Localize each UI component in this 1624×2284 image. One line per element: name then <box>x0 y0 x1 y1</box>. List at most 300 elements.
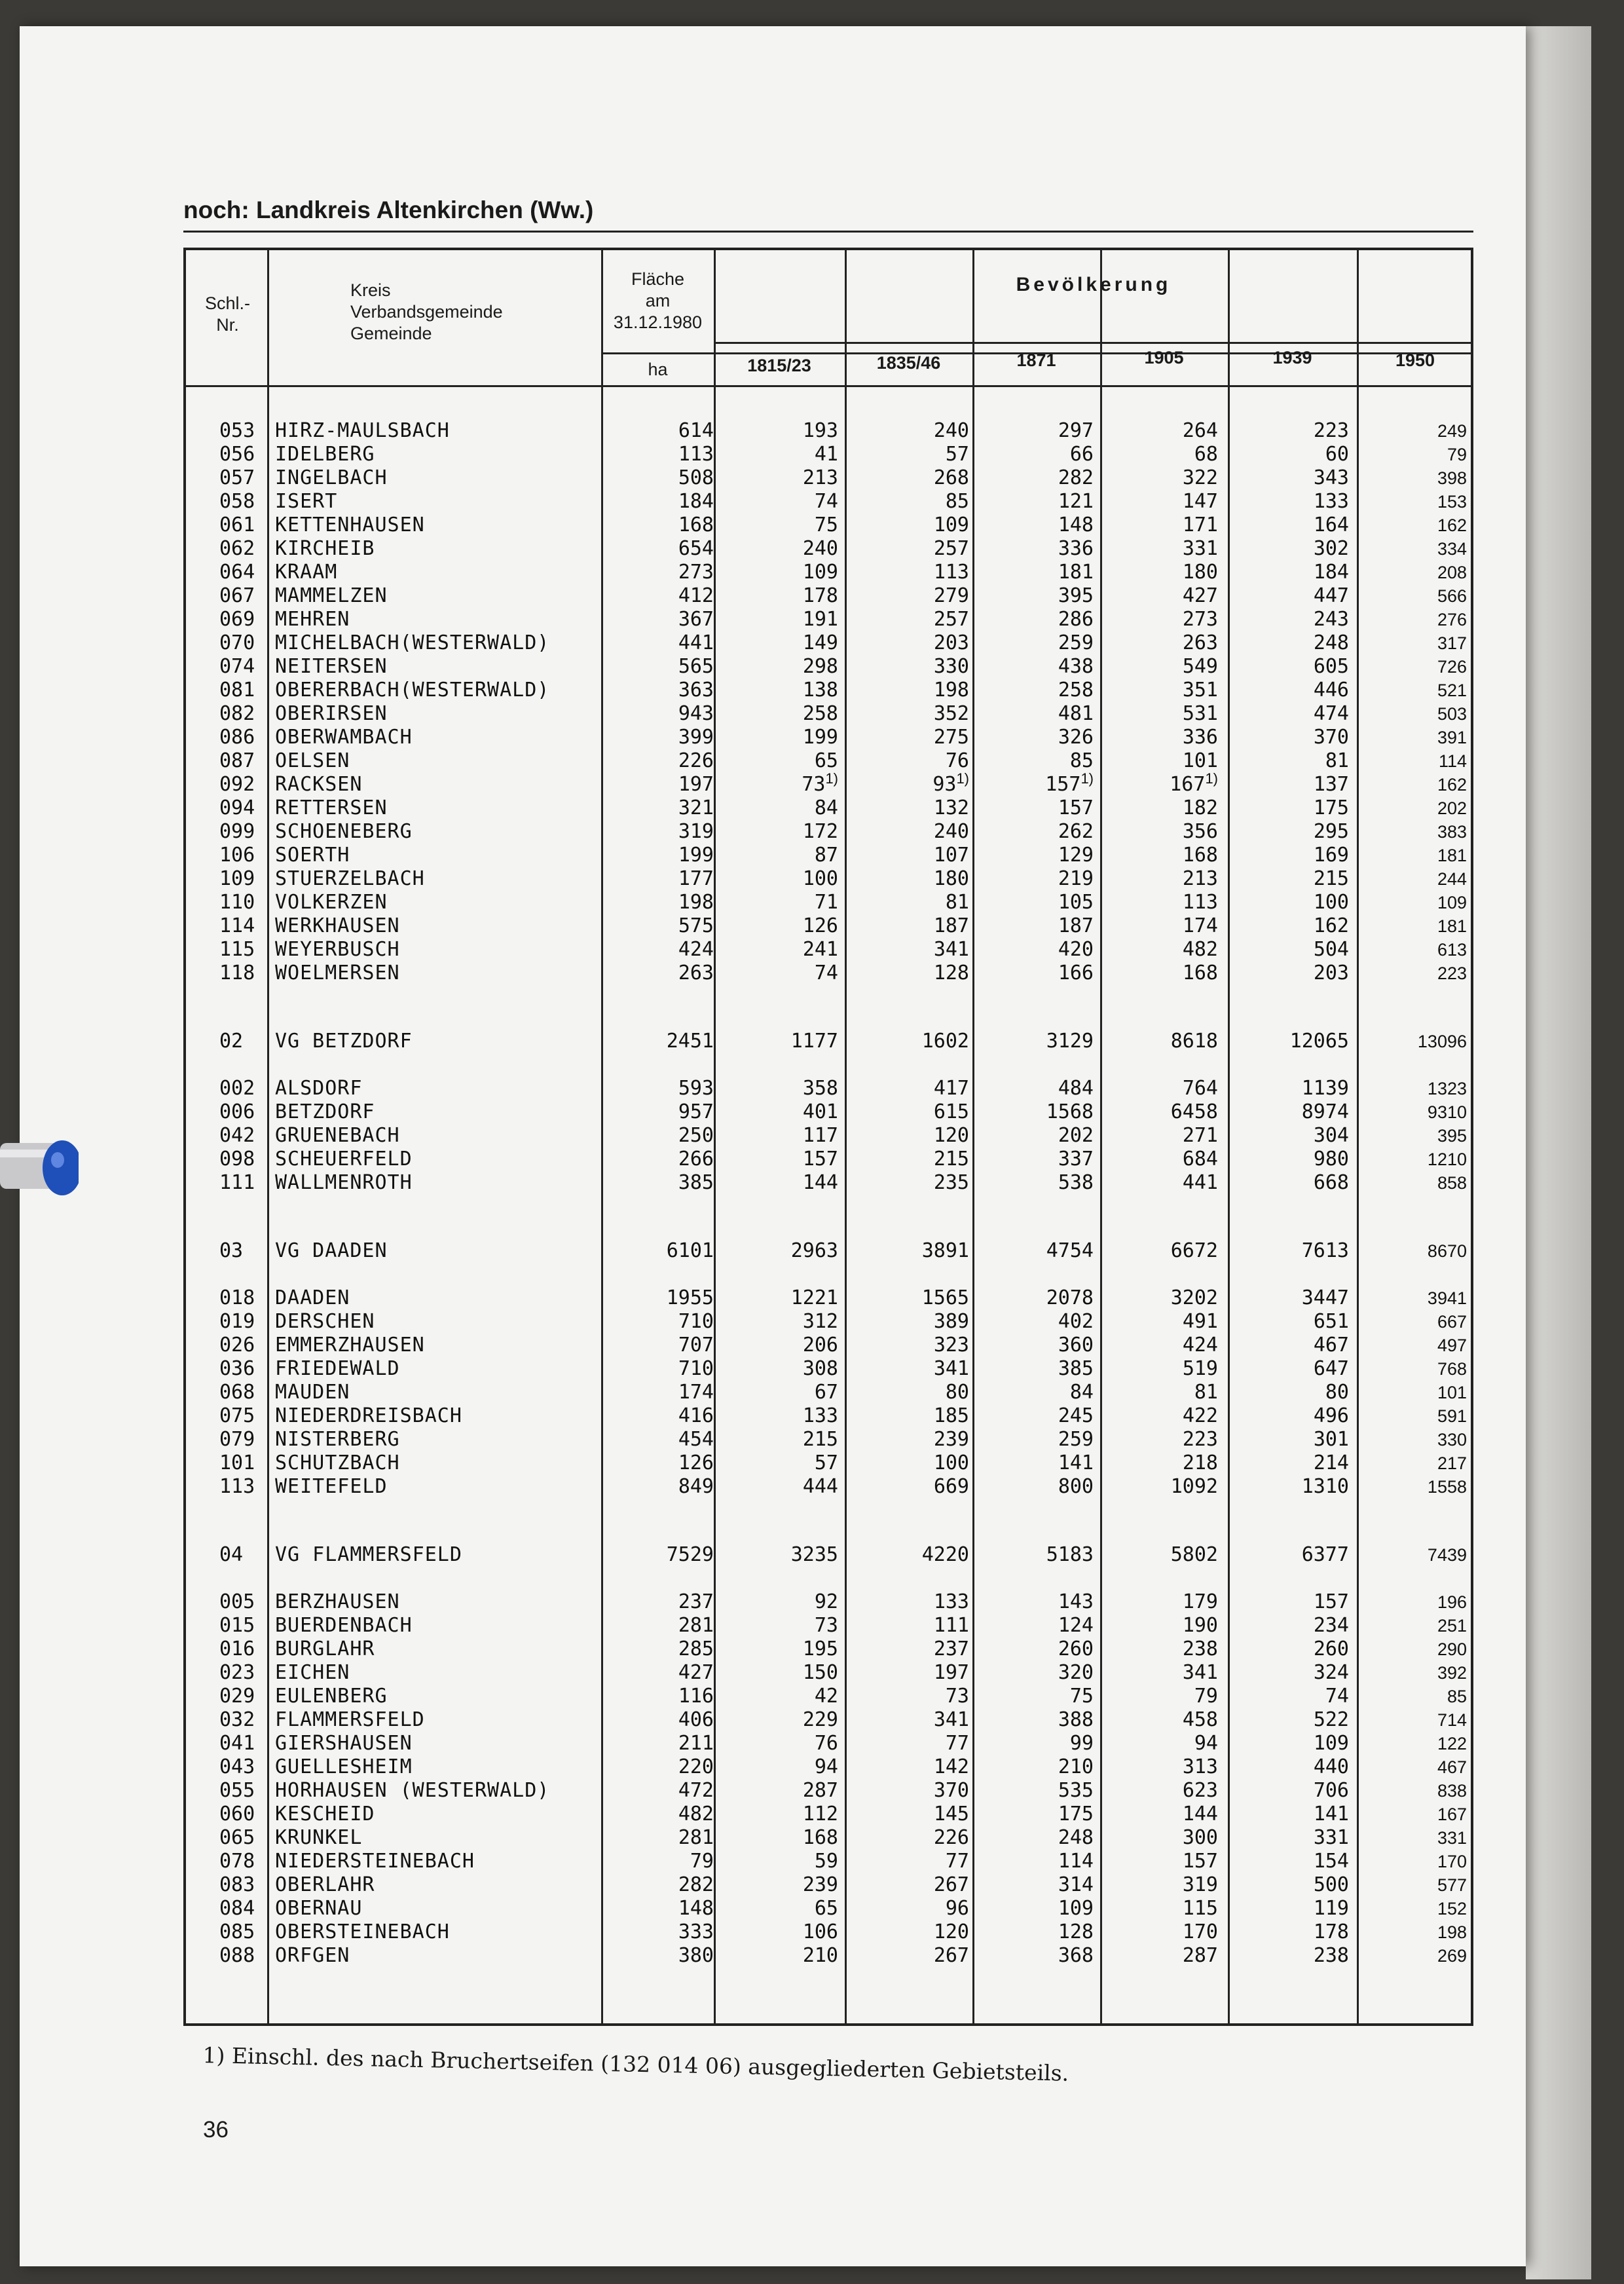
cell-population: 484 <box>1058 1077 1094 1100</box>
cell-population: 79 <box>1194 1685 1218 1708</box>
cell-schl-nr: 067 <box>219 584 255 607</box>
header-year: 1905 <box>1144 348 1184 367</box>
cell-flaeche: 282 <box>678 1873 714 1896</box>
cell-population: 152 <box>1437 1899 1467 1919</box>
cell-name: KIRCHEIB <box>275 537 375 560</box>
cell-population: 337 <box>1058 1148 1094 1170</box>
cell-name: BERZHAUSEN <box>275 1590 400 1613</box>
cell-population: 84 <box>1069 1381 1094 1404</box>
cell-name: NISTERBERG <box>275 1428 400 1451</box>
cell-population: 9310 <box>1427 1102 1467 1122</box>
cell-population: 3129 <box>1046 1030 1094 1053</box>
cell-population: 210 <box>1058 1755 1094 1778</box>
cell-population: 76 <box>945 749 969 772</box>
cell-population: 522 <box>1313 1708 1349 1731</box>
cell-population: 181 <box>1437 916 1467 936</box>
cell-population: 341 <box>1182 1661 1218 1684</box>
cell-population: 5183 <box>1046 1543 1094 1566</box>
table-row <box>183 608 1473 631</box>
cell-name: WEITEFELD <box>275 1475 388 1498</box>
cell-population: 215 <box>933 1148 969 1170</box>
cell-population: 535 <box>1058 1779 1094 1802</box>
cell-population: 100 <box>802 867 838 890</box>
cell-name: OBERNAU <box>275 1897 363 1920</box>
cell-population: 154 <box>1313 1850 1349 1873</box>
cell-population: 85 <box>1069 749 1094 772</box>
cell-schl-nr: 098 <box>219 1148 255 1170</box>
cell-population: 167 <box>1437 1805 1467 1824</box>
table-row <box>183 1779 1473 1803</box>
table-row <box>183 1732 1473 1755</box>
cell-population: 549 <box>1182 655 1218 678</box>
cell-name: WOELMERSEN <box>275 962 400 984</box>
cell-population: 651 <box>1313 1310 1349 1333</box>
cell-population: 199 <box>802 726 838 749</box>
cell-population: 331 <box>1313 1826 1349 1849</box>
table-row <box>183 914 1473 938</box>
cell-population: 322 <box>1182 466 1218 489</box>
cell-population: 7439 <box>1427 1545 1467 1565</box>
cell-population: 295 <box>1313 820 1349 843</box>
cell-population: 237 <box>933 1638 969 1660</box>
cell-population: 190 <box>1182 1614 1218 1637</box>
cell-population: 223 <box>1437 964 1467 983</box>
cell-population: 94 <box>814 1755 838 1778</box>
cell-schl-nr: 084 <box>219 1897 255 1920</box>
cell-population: 65 <box>814 1897 838 1920</box>
cell-population: 74 <box>814 962 838 984</box>
cell-population: 726 <box>1437 657 1467 677</box>
cell-population: 341 <box>933 1708 969 1731</box>
table-row <box>183 844 1473 867</box>
cell-name: MAUDEN <box>275 1381 350 1404</box>
cell-population: 240 <box>933 820 969 843</box>
cell-population: 248 <box>1313 631 1349 654</box>
cell-schl-nr: 078 <box>219 1850 255 1873</box>
cell-population: 440 <box>1313 1755 1349 1778</box>
footnote: 1) Einschl. des nach Bruchertseifen (132 014 06) ausgegliederten Gebietsteils. <box>202 2042 1069 2086</box>
cell-flaeche: 113 <box>678 443 714 466</box>
cell-schl-nr: 115 <box>219 938 255 961</box>
cell-schl-nr: 023 <box>219 1661 255 1684</box>
cell-population: 84 <box>814 796 838 819</box>
header-kreis: Kreis Verbandsgemeinde Gemeinde <box>350 280 503 343</box>
header-year: 1950 <box>1395 350 1435 370</box>
cell-population: 101 <box>1182 749 1218 772</box>
cell-population: 370 <box>1313 726 1349 749</box>
table-row <box>183 419 1473 443</box>
cell-population: 166 <box>1058 962 1094 984</box>
cell-population: 112 <box>802 1803 838 1825</box>
cell-population: 800 <box>1058 1475 1094 1498</box>
cell-population: 352 <box>933 702 969 725</box>
cell-population: 441 <box>1182 1171 1218 1194</box>
table-section-row <box>183 1239 1473 1263</box>
cell-population: 768 <box>1437 1359 1467 1379</box>
cell-population: 1139 <box>1301 1077 1349 1100</box>
header-schl-nr: Schl.- Nr. <box>204 293 251 335</box>
cell-schl-nr: 006 <box>219 1100 255 1123</box>
cell-population: 218 <box>1182 1451 1218 1474</box>
cell-name: OBERERBACH(WESTERWALD) <box>275 679 550 702</box>
cell-population: 75 <box>814 514 838 536</box>
cell-population: 313 <box>1182 1755 1218 1778</box>
cell-population: 215 <box>1313 867 1349 890</box>
cell-population: 162 <box>1437 515 1467 535</box>
table-row <box>183 1286 1473 1310</box>
cell-population: 401 <box>802 1100 838 1123</box>
cell-name: SCHOENEBERG <box>275 820 413 843</box>
cell-schl-nr: 114 <box>219 914 255 937</box>
cell-population: 41 <box>814 443 838 466</box>
cell-schl-nr: 019 <box>219 1310 255 1333</box>
cell-name: ALSDORF <box>275 1077 363 1100</box>
cell-schl-nr: 04 <box>219 1543 244 1566</box>
cell-schl-nr: 086 <box>219 726 255 749</box>
cell-population: 157 <box>1058 796 1094 819</box>
cell-flaeche: 7529 <box>666 1543 714 1566</box>
cell-population: 613 <box>1437 940 1467 960</box>
cell-population: 251 <box>1437 1616 1467 1636</box>
cell-schl-nr: 118 <box>219 962 255 984</box>
cell-population: 577 <box>1437 1875 1467 1895</box>
cell-flaeche: 319 <box>678 820 714 843</box>
cell-population: 257 <box>933 608 969 631</box>
cell-population: 65 <box>814 749 838 772</box>
table-row <box>183 514 1473 537</box>
cell-schl-nr: 064 <box>219 561 255 584</box>
cell-population: 343 <box>1313 466 1349 489</box>
cell-population: 500 <box>1313 1873 1349 1896</box>
cell-name: VG FLAMMERSFELD <box>275 1543 462 1566</box>
cell-flaeche: 654 <box>678 537 714 560</box>
cell-population: 168 <box>802 1826 838 1849</box>
cell-schl-nr: 018 <box>219 1286 255 1309</box>
cell-name: RACKSEN <box>275 773 363 796</box>
cell-population: 360 <box>1058 1334 1094 1357</box>
cell-schl-nr: 041 <box>219 1732 255 1755</box>
cell-population: 395 <box>1058 584 1094 607</box>
table-row <box>183 796 1473 820</box>
table-row <box>183 1685 1473 1708</box>
cell-flaeche: 707 <box>678 1334 714 1357</box>
cell-population: 605 <box>1313 655 1349 678</box>
cell-flaeche: 321 <box>678 796 714 819</box>
cell-population: 109 <box>933 514 969 536</box>
cell-schl-nr: 016 <box>219 1638 255 1660</box>
cell-population: 180 <box>933 867 969 890</box>
cell-population: 74 <box>1325 1685 1349 1708</box>
table-row <box>183 1381 1473 1404</box>
header-year: 1939 <box>1272 348 1312 367</box>
table-row <box>183 1661 1473 1685</box>
cell-population: 141 <box>1313 1803 1349 1825</box>
cell-schl-nr: 083 <box>219 1873 255 1896</box>
cell-schl-nr: 075 <box>219 1404 255 1427</box>
cell-population: 566 <box>1437 586 1467 606</box>
cell-population: 106 <box>802 1920 838 1943</box>
cell-population: 148 <box>1058 514 1094 536</box>
cell-population: 497 <box>1437 1336 1467 1355</box>
cell-population: 153 <box>1437 492 1467 512</box>
cell-population: 133 <box>1313 490 1349 513</box>
year-header-rule <box>714 342 1473 344</box>
cell-population: 71 <box>814 891 838 914</box>
table-row <box>183 938 1473 962</box>
header-year: 1815/23 <box>747 356 811 375</box>
cell-population: 420 <box>1058 938 1094 961</box>
cell-population: 213 <box>1182 867 1218 890</box>
cell-population: 93$^{1)}$ <box>932 770 969 796</box>
cell-population: 298 <box>802 655 838 678</box>
cell-population: 330 <box>933 655 969 678</box>
header-flaeche: Fläche am 31.12.1980 <box>613 269 703 332</box>
cell-population: 170 <box>1182 1920 1218 1943</box>
cell-population: 168 <box>1182 962 1218 984</box>
cell-schl-nr: 101 <box>219 1451 255 1474</box>
cell-population: 268 <box>933 466 969 489</box>
cell-schl-nr: 106 <box>219 844 255 867</box>
cell-population: 2078 <box>1046 1286 1094 1309</box>
cell-population: 85 <box>1447 1687 1467 1706</box>
table-row <box>183 1124 1473 1148</box>
cell-population: 314 <box>1058 1873 1094 1896</box>
cell-flaeche: 943 <box>678 702 714 725</box>
cell-population: 76 <box>814 1732 838 1755</box>
cell-population: 81 <box>1194 1381 1218 1404</box>
cell-population: 330 <box>1437 1430 1467 1450</box>
cell-population: 324 <box>1313 1661 1349 1684</box>
cell-population: 73 <box>814 1614 838 1637</box>
cell-flaeche: 454 <box>678 1428 714 1451</box>
cell-name: DAADEN <box>275 1286 350 1309</box>
cell-name: NIEDERDREISBACH <box>275 1404 462 1427</box>
cell-flaeche: 174 <box>678 1381 714 1404</box>
cell-schl-nr: 015 <box>219 1614 255 1637</box>
cell-population: 191 <box>802 608 838 631</box>
cell-name: WEYERBUSCH <box>275 938 400 961</box>
cell-population: 273 <box>1182 608 1218 631</box>
cell-population: 60 <box>1325 443 1349 466</box>
cell-population: 114 <box>1438 751 1467 771</box>
cell-flaeche: 593 <box>678 1077 714 1100</box>
cell-population: 491 <box>1182 1310 1218 1333</box>
cell-population: 392 <box>1437 1663 1467 1683</box>
table-row <box>183 679 1473 702</box>
cell-population: 92 <box>814 1590 838 1613</box>
header-year: 1835/46 <box>876 353 941 373</box>
cell-flaeche: 710 <box>678 1310 714 1333</box>
cell-name: FLAMMERSFELD <box>275 1708 425 1731</box>
cell-population: 7613 <box>1301 1239 1349 1262</box>
cell-population: 81 <box>945 891 969 914</box>
footnote-marker: 1) <box>1205 770 1218 787</box>
table-section-row <box>183 1030 1473 1053</box>
cell-schl-nr: 087 <box>219 749 255 772</box>
table-row <box>183 1614 1473 1638</box>
cell-population: 1323 <box>1427 1079 1467 1098</box>
cell-population: 142 <box>933 1755 969 1778</box>
cell-population: 128 <box>1058 1920 1094 1943</box>
cell-name: EICHEN <box>275 1661 350 1684</box>
cell-population: 591 <box>1437 1406 1467 1426</box>
cell-population: 107 <box>933 844 969 867</box>
cell-population: 109 <box>1058 1897 1094 1920</box>
cell-population: 235 <box>933 1171 969 1194</box>
table-row <box>183 702 1473 726</box>
cell-schl-nr: 088 <box>219 1944 255 1967</box>
cell-population: 114 <box>1058 1850 1094 1873</box>
cell-population: 240 <box>933 419 969 442</box>
cell-schl-nr: 043 <box>219 1755 255 1778</box>
cell-population: 100 <box>933 1451 969 1474</box>
table-row <box>183 584 1473 608</box>
cell-population: 422 <box>1182 1404 1218 1427</box>
table-row <box>183 1944 1473 1968</box>
cell-schl-nr: 056 <box>219 443 255 466</box>
cell-flaeche: 380 <box>678 1944 714 1967</box>
cell-population: 137 <box>1313 773 1349 796</box>
cell-population: 259 <box>1058 1428 1094 1451</box>
cell-population: 157 <box>802 1148 838 1170</box>
cell-population: 187 <box>933 914 969 937</box>
table-row <box>183 891 1473 914</box>
cell-population: 226 <box>933 1826 969 1849</box>
cell-population: 257 <box>933 537 969 560</box>
cell-population: 245 <box>1058 1404 1094 1427</box>
cell-flaeche: 363 <box>678 679 714 702</box>
cell-population: 368 <box>1058 1944 1094 1967</box>
cell-flaeche: 424 <box>678 938 714 961</box>
cell-population: 444 <box>802 1475 838 1498</box>
cell-population: 389 <box>933 1310 969 1333</box>
cell-flaeche: 2451 <box>666 1030 714 1053</box>
header-unit-ha: ha <box>648 360 668 379</box>
cell-population: 94 <box>1194 1732 1218 1755</box>
cell-schl-nr: 058 <box>219 490 255 513</box>
cell-population: 182 <box>1182 796 1218 819</box>
cell-schl-nr: 055 <box>219 1779 255 1802</box>
cell-population: 132 <box>933 796 969 819</box>
pen-icon <box>0 1117 79 1215</box>
cell-population: 276 <box>1437 610 1467 629</box>
cell-population: 79 <box>1447 445 1467 464</box>
cell-flaeche: 211 <box>678 1732 714 1755</box>
cell-population: 1221 <box>790 1286 838 1309</box>
cell-population: 117 <box>802 1124 838 1147</box>
cell-flaeche: 399 <box>678 726 714 749</box>
cell-flaeche: 385 <box>678 1171 714 1194</box>
cell-population: 181 <box>1437 846 1467 865</box>
cell-population: 126 <box>802 914 838 937</box>
cell-population: 287 <box>802 1779 838 1802</box>
cell-population: 1568 <box>1046 1100 1094 1123</box>
table-row <box>183 1897 1473 1920</box>
cell-population: 178 <box>1313 1920 1349 1943</box>
header-year: 1871 <box>1016 350 1056 370</box>
table-row <box>183 1850 1473 1873</box>
cell-flaeche: 285 <box>678 1638 714 1660</box>
cell-schl-nr: 099 <box>219 820 255 843</box>
cell-population: 262 <box>1058 820 1094 843</box>
cell-population: 214 <box>1313 1451 1349 1474</box>
cell-population: 195 <box>802 1638 838 1660</box>
cell-schl-nr: 082 <box>219 702 255 725</box>
cell-flaeche: 333 <box>678 1920 714 1943</box>
cell-schl-nr: 029 <box>219 1685 255 1708</box>
cell-name: SOERTH <box>275 844 350 867</box>
cell-population: 85 <box>945 490 969 513</box>
cell-population: 80 <box>945 1381 969 1404</box>
cell-population: 202 <box>1437 798 1467 818</box>
cell-population: 8618 <box>1170 1030 1218 1053</box>
cell-schl-nr: 092 <box>219 773 255 796</box>
cell-population: 356 <box>1182 820 1218 843</box>
cell-population: 267 <box>933 1873 969 1896</box>
cell-name: KESCHEID <box>275 1803 375 1825</box>
cell-name: WERKHAUSEN <box>275 914 400 937</box>
cell-population: 271 <box>1182 1124 1218 1147</box>
cell-population: 317 <box>1437 633 1467 653</box>
cell-name: ISERT <box>275 490 338 513</box>
cell-population: 120 <box>933 1920 969 1943</box>
cell-schl-nr: 032 <box>219 1708 255 1731</box>
cell-population: 1092 <box>1170 1475 1218 1498</box>
cell-flaeche: 79 <box>690 1850 714 1873</box>
table-row <box>183 1404 1473 1428</box>
table-row <box>183 631 1473 655</box>
cell-population: 351 <box>1182 679 1218 702</box>
table-row <box>183 749 1473 773</box>
cell-schl-nr: 005 <box>219 1590 255 1613</box>
cell-population: 1602 <box>921 1030 969 1053</box>
cell-flaeche: 184 <box>678 490 714 513</box>
cell-population: 341 <box>933 938 969 961</box>
cell-name: VG BETZDORF <box>275 1030 413 1053</box>
cell-population: 336 <box>1058 537 1094 560</box>
cell-population: 467 <box>1437 1757 1467 1777</box>
cell-name: NIEDERSTEINEBACH <box>275 1850 475 1873</box>
cell-population: 980 <box>1313 1148 1349 1170</box>
cell-population: 331 <box>1437 1828 1467 1848</box>
cell-flaeche: 116 <box>678 1685 714 1708</box>
cell-population: 124 <box>1058 1614 1094 1637</box>
cell-name: FRIEDEWALD <box>275 1357 400 1380</box>
cell-population: 99 <box>1069 1732 1094 1755</box>
cell-population: 172 <box>802 820 838 843</box>
cell-flaeche: 250 <box>678 1124 714 1147</box>
cell-population: 5802 <box>1170 1543 1218 1566</box>
cell-schl-nr: 079 <box>219 1428 255 1451</box>
cell-population: 141 <box>1058 1451 1094 1474</box>
cell-population: 301 <box>1313 1428 1349 1451</box>
cell-population: 81 <box>1325 749 1349 772</box>
cell-schl-nr: 069 <box>219 608 255 631</box>
cell-population: 181 <box>1058 561 1094 584</box>
cell-schl-nr: 061 <box>219 514 255 536</box>
table-row <box>183 1310 1473 1334</box>
cell-population: 129 <box>1058 844 1094 867</box>
cell-population: 109 <box>1437 893 1467 912</box>
cell-population: 264 <box>1182 419 1218 442</box>
cell-population: 122 <box>1437 1734 1467 1753</box>
cell-population: 287 <box>1182 1944 1218 1967</box>
cell-population: 341 <box>933 1357 969 1380</box>
cell-population: 385 <box>1058 1357 1094 1380</box>
cell-population: 101 <box>1437 1383 1467 1402</box>
cell-population: 358 <box>802 1077 838 1100</box>
cell-schl-nr: 074 <box>219 655 255 678</box>
